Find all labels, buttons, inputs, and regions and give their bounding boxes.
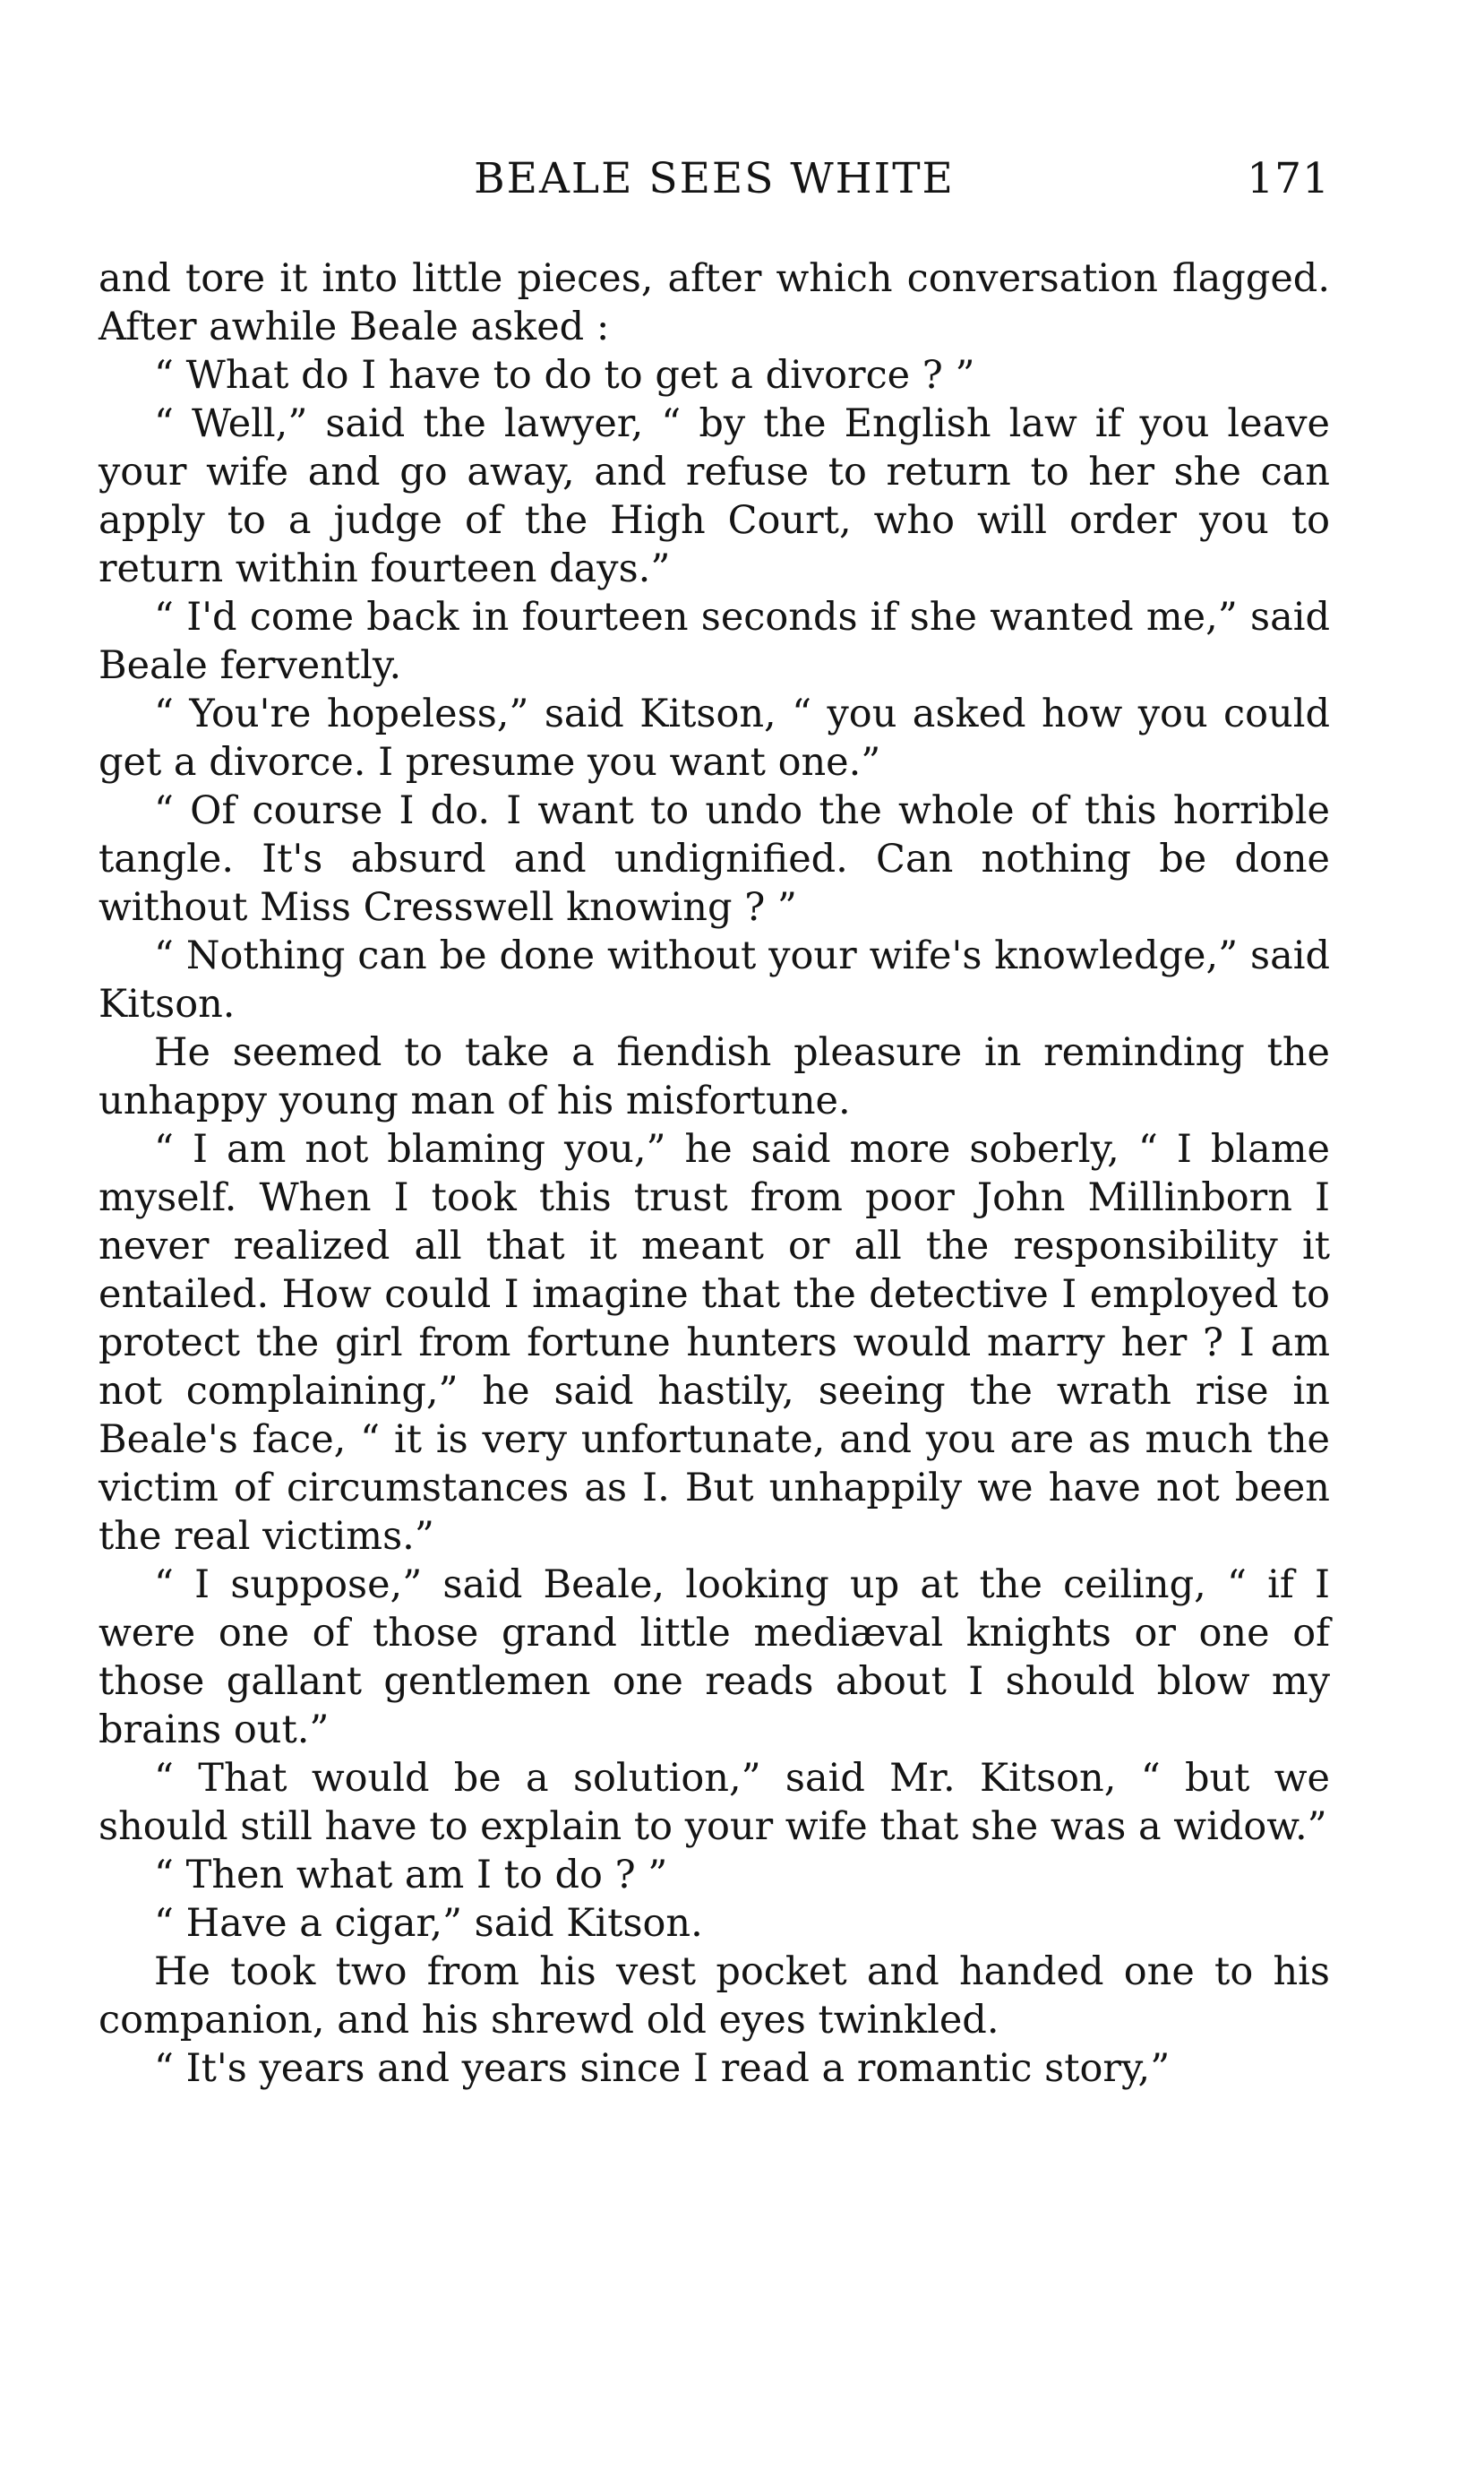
paragraph: “ Have a cigar,” said Kitson.	[154, 1901, 703, 1946]
body-text	[99, 254, 1330, 2093]
paragraph: “ I am not blaming you,” he said more soberly, “ I blame myself. When I took this trust from poor John Millinborn I never realized all that it meant or all the responsibility it entailed. How could I imagine that the detective I employed to protect the girl from fortune hunters would marry her ? I am not complaining,” he said hastily, seeing the wrath rise in Beale's face, “ it is very unfortunate, and you are as much the victim of circumstances as I. But unhappily we have not been the real victims.”	[99, 1127, 1330, 1559]
page-header	[99, 154, 1330, 217]
paragraph: “ Nothing can be done without your wife's knowledge,” said Kitson.	[99, 933, 1330, 1027]
paragraph: “ I suppose,” said Beale, looking up at the ceiling, “ if I were one of those grand little mediæval knights or one of those gallant gentlemen one reads about I should blow my brains out.”	[99, 1562, 1330, 1752]
paragraph: “ That would be a solution,” said Mr. Kitson, “ but we should still have to explain to your wife that she was a widow.”	[99, 1756, 1330, 1849]
paragraph: “ Of course I do. I want to undo the whole of this horrible tangle. It's absurd and undignified. Can nothing be done without Miss Cresswell knowing ? ”	[99, 788, 1330, 930]
paragraph: and tore it into little pieces, after which conversation flagged. After awhile Beale asked :	[99, 256, 1330, 349]
paragraph: He took two from his vest pocket and handed one to his companion, and his shrewd old eyes twinkled.	[99, 1949, 1330, 2043]
page-number: 171	[1247, 154, 1330, 203]
paragraph: “ Then what am I to do ? ”	[154, 1853, 668, 1897]
paragraph: He seemed to take a fiendish pleasure in reminding the unhappy young man of his misfortune.	[99, 1030, 1330, 1123]
paragraph: “ You're hopeless,” said Kitson, “ you asked how you could get a divorce. I presume you want one.”	[99, 692, 1330, 785]
paragraph: “ Well,” said the lawyer, “ by the English law if you leave your wife and go away, and refuse to return to her she can apply to a judge of the High Court, who will order you to return within fourteen days.”	[99, 401, 1330, 591]
running-head: BEALE SEES WHITE	[474, 154, 955, 203]
paragraph: “ What do I have to do to get a divorce ? ”	[154, 353, 975, 398]
paragraph: “ I'd come back in fourteen seconds if she wanted me,” said Beale fervently.	[99, 595, 1330, 688]
paragraph: “ It's years and years since I read a romantic story,”	[154, 2046, 1171, 2091]
